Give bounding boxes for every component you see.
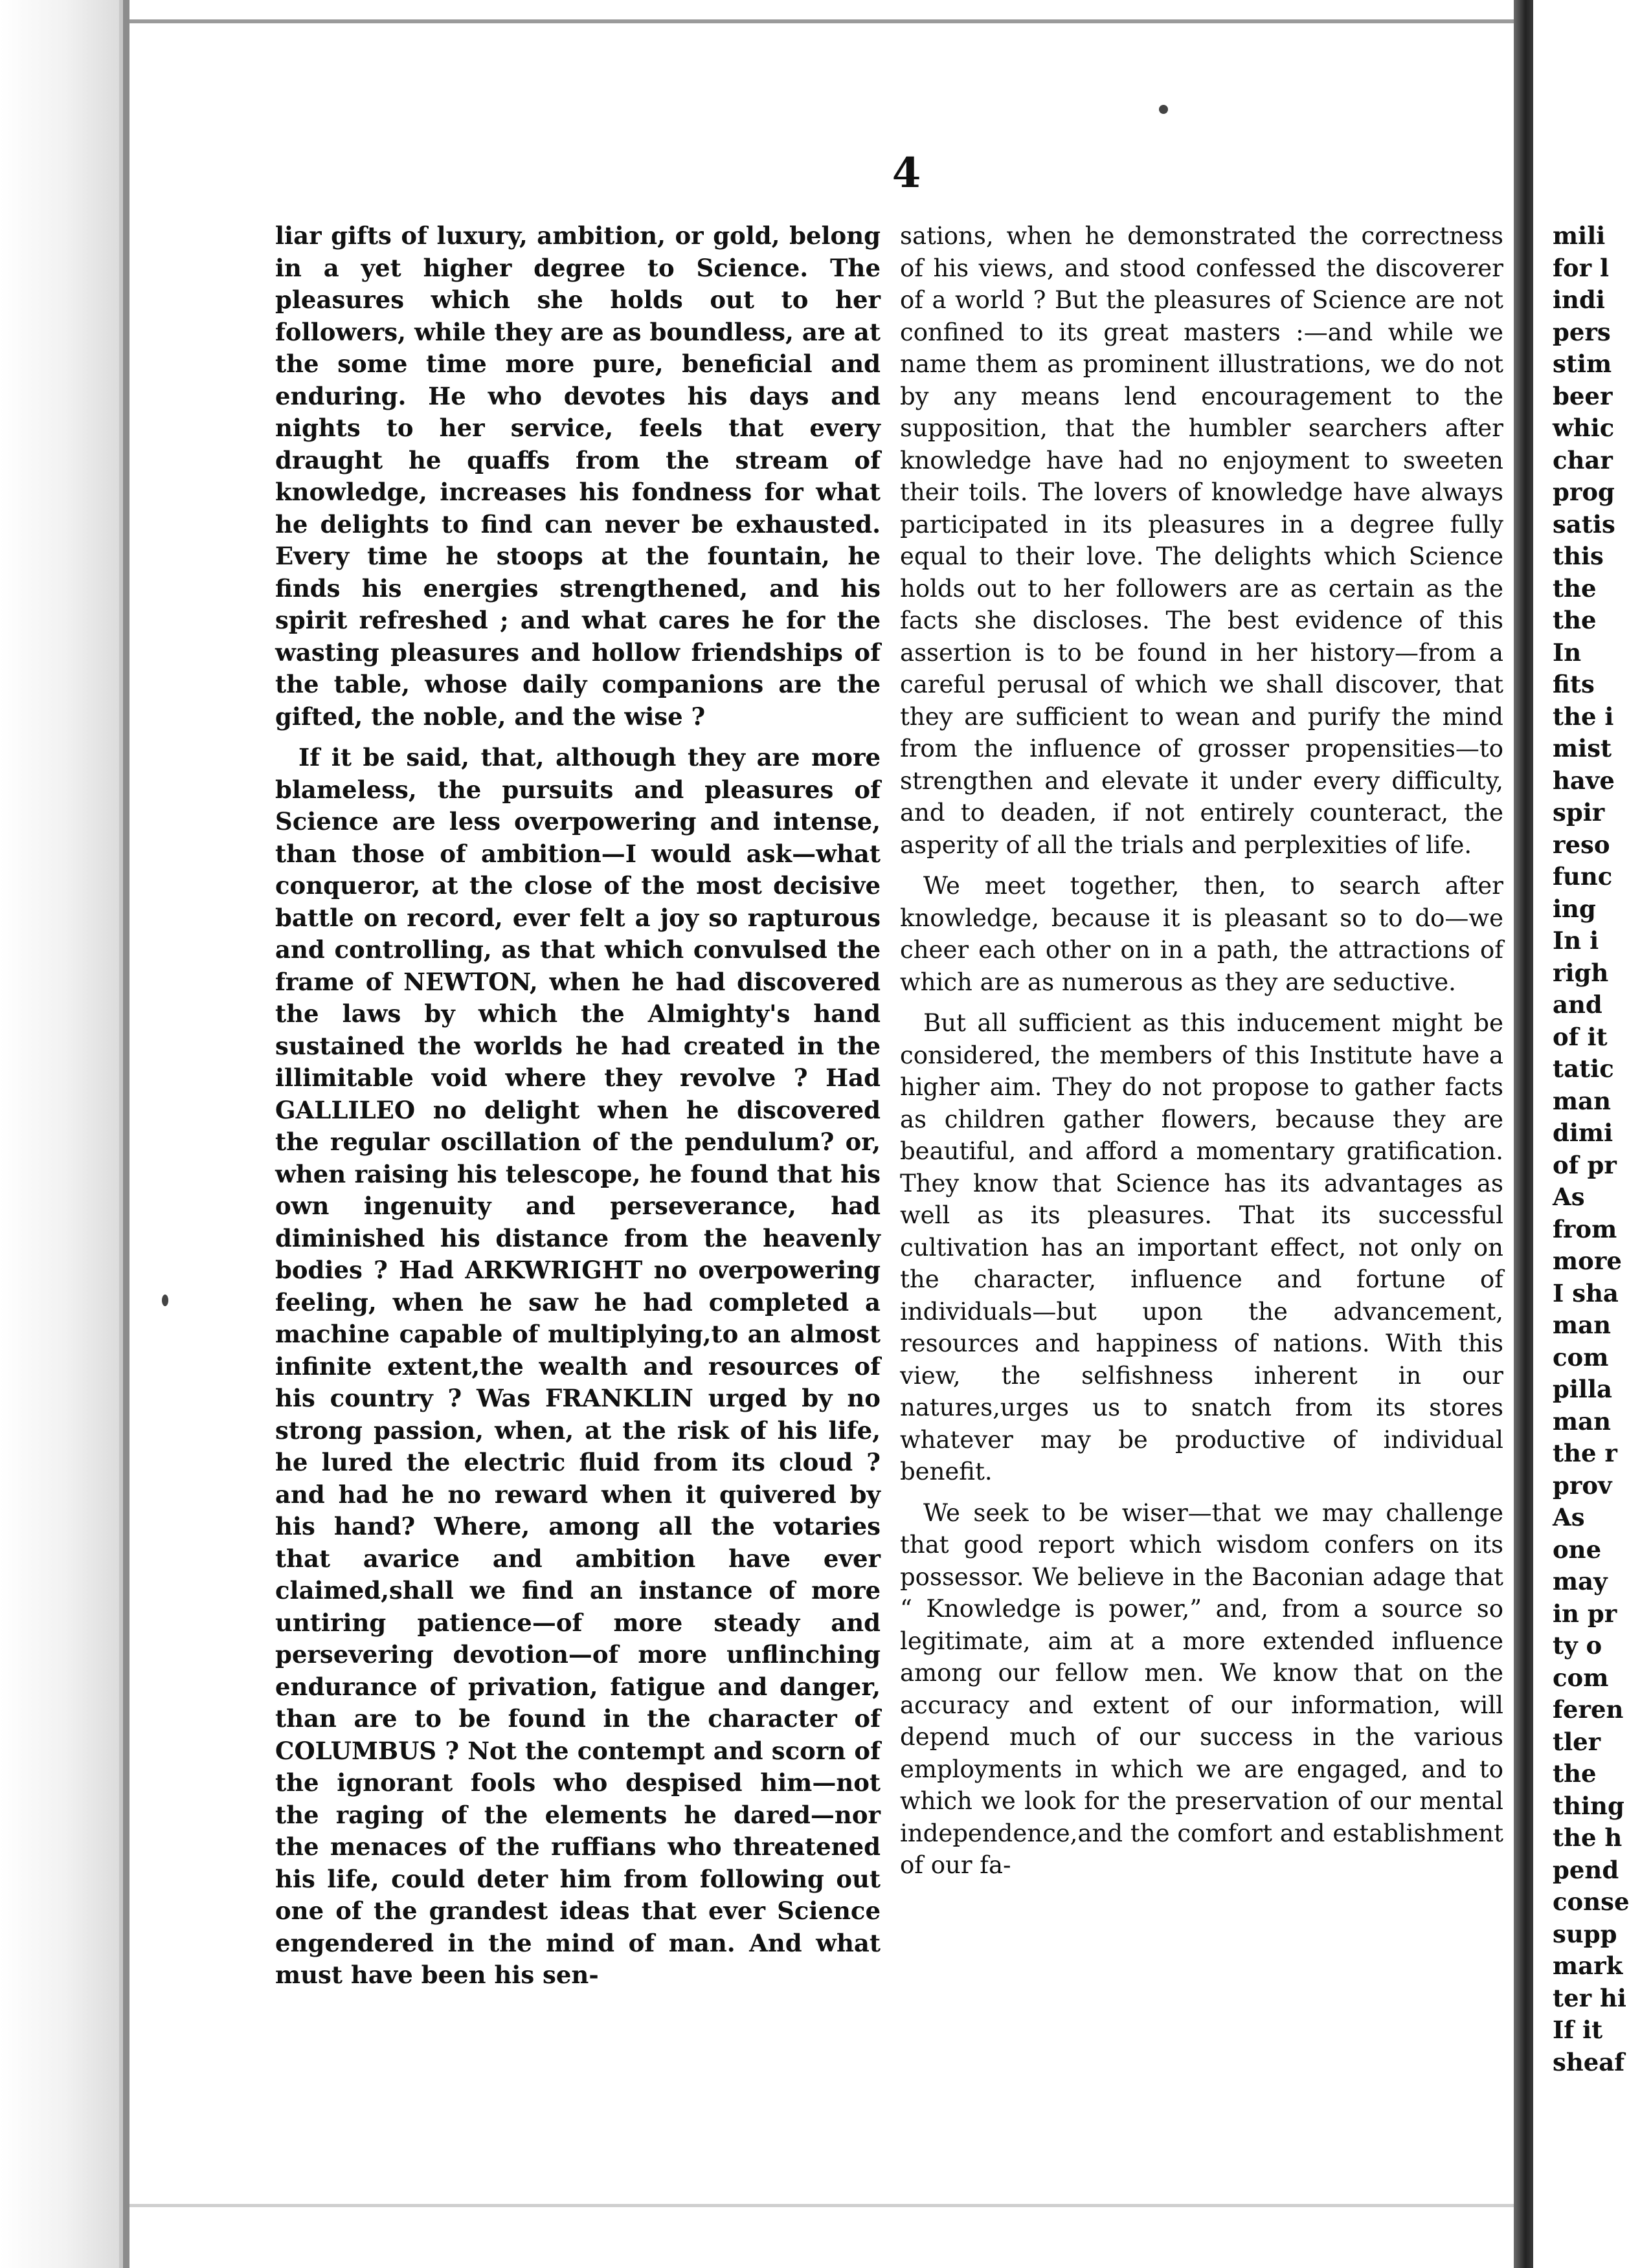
text-fragment: reso bbox=[1553, 830, 1610, 859]
text-fragment: tatic bbox=[1553, 1054, 1614, 1083]
bottom-border-line bbox=[129, 2204, 1515, 2207]
text-fragment: the bbox=[1553, 606, 1597, 634]
text-fragment: man bbox=[1553, 1406, 1612, 1436]
ink-speck bbox=[1159, 105, 1168, 114]
text-fragment: mist bbox=[1553, 734, 1612, 762]
text-fragment: the r bbox=[1553, 1439, 1617, 1467]
text-fragment: this bbox=[1553, 542, 1604, 570]
text-fragment: of it bbox=[1553, 1022, 1608, 1051]
paragraph: If it be said, that, although they are more blameless, the pursuits and pleasures of Science are less overpowering and intense, than those of ambition—I would ask—what conqueror, at the close of the most decisive battle on record, ever felt a joy so rapturous and controlling, as that which convulsed the frame of NEWTON, when he had discovered the laws by which the Almighty's hand sustained the worlds he had created in the illimitable void where they revolve ? Had GALLILEO no delight when he discovered the regular oscillation of the pendulum? or, when raising his telescope, he found that his own ingenuity and perseverance, had diminished his distance from the heavenly bodies ? Had ARKWRIGHT no overpowering feeling, when he saw he had completed a machine capable of multiplying,to an almost infinite extent,the wealth and resources of his country ? Was FRANKLIN urged by no strong passion, when, at the risk of his life, he lured the electric fluid from its cloud ? and had he no reward when it quivered by his hand? Where, among all the votaries that avarice and ambition have ever claimed,shall we find an instance of more untiring patience—of more steady and persevering devotion—of more unflinching endurance of privation, fatigue and danger, than are to be found in the character of COLUMBUS ? Not the contempt and scorn of the ignorant fools who despised him—not the raging of the elements he dared—nor the menaces of the ruffians who threatened his life, could deter him from following out one of the grandest ideas that ever Science engendered in the mind of man. And what must have been his sen- bbox=[275, 743, 881, 1989]
text-fragment: pers bbox=[1553, 317, 1611, 346]
text-fragment: char bbox=[1553, 445, 1613, 474]
text-fragment: one bbox=[1553, 1535, 1602, 1564]
text-fragment: pend bbox=[1553, 1855, 1619, 1884]
text-fragment: conse bbox=[1553, 1887, 1629, 1916]
text-fragment: have bbox=[1553, 766, 1615, 795]
text-fragment: In bbox=[1553, 638, 1582, 667]
text-fragment: the h bbox=[1553, 1823, 1623, 1852]
text-fragment: In i bbox=[1553, 926, 1599, 955]
text-fragment: may bbox=[1553, 1567, 1608, 1595]
text-fragment: man bbox=[1553, 1311, 1612, 1339]
text-fragment: pilla bbox=[1553, 1375, 1613, 1403]
text-fragment: and bbox=[1553, 990, 1602, 1019]
text-fragment: man bbox=[1553, 1086, 1612, 1115]
text-column-left bbox=[275, 220, 881, 2168]
text-fragment: mili bbox=[1553, 221, 1606, 250]
text-fragment: the i bbox=[1553, 702, 1614, 731]
paragraph: sations, when he demonstrated the correctness of his views, and stood confessed the discoverer of a world ? But the pleasures of Science are not confined to its great masters :—and while we name them as prominent illustrations, we do not by any means lend encouragement to the supposition, that the humbler searchers after knowledge have had no enjoyment to sweeten their toils. The lovers of knowledge have always participated in its pleasures in a degree fully equal to their love. The delights which Science holds out to her followers are as certain as the facts she discloses. The best evidence of this assertion is to be found in her history—from a careful perusal of which we shall discover, that they are sufficient to wean and purify the mind from the influence of grosser propensities—to strengthen and elevate it under every difficulty, and to deaden, if not entirely counteract, the asperity of all the trials and perplexities of life. bbox=[900, 222, 1503, 859]
text-fragment: dimi bbox=[1553, 1118, 1613, 1147]
paragraph: liar gifts of luxury, ambition, or gold, belong in a yet higher degree to Science. The pleasures which she holds out to her followers, while they are as boundless, are at the some time more pure, beneficial and enduring. He who devotes his days and nights to her service, feels that every draught he quaffs from the stream of knowledge, increases his fondness for what he delights to find can never be exhausted. Every time he stoops at the fountain, he finds his energies strengthened, and his spirit refreshed ; and what cares he for the wasting pleasures and hollow friendships of the table, whose daily companions are the gifted, the noble, and the wise ? bbox=[275, 221, 881, 731]
text-fragment: feren bbox=[1553, 1695, 1624, 1724]
text-fragment: supp bbox=[1553, 1919, 1617, 1948]
text-fragment: func bbox=[1553, 862, 1613, 891]
paragraph: We meet together, then, to search after knowledge, because it is pleasant so to do—we cheer each other on in a path, the attractions of which are as numerous as they are seductive. bbox=[900, 872, 1503, 996]
text-fragment: from bbox=[1553, 1214, 1617, 1243]
text-fragment: mark bbox=[1553, 1951, 1623, 1980]
paragraph: But all sufficient as this inducement might be considered, the members of this Institute have a higher aim. They do not propose to gather facts as children gather flowers, because they are beautiful, and afford a momentary gratification. They know that Science has its advantages as well as its pleasures. That its successful cultivation has an important effect, not only on the character, influence and fortune of individuals—but upon the advancement, resources and happiness of nations. With this view, the selfishness inherent in our natures,urges us to snatch from its stores whatever may be productive of individual benefit. bbox=[900, 1009, 1503, 1485]
top-border-line bbox=[129, 19, 1515, 23]
text-fragment: com bbox=[1553, 1663, 1609, 1692]
text-fragment: thing bbox=[1553, 1791, 1624, 1820]
text-fragment: indi bbox=[1553, 285, 1605, 314]
text-fragment: As bbox=[1553, 1503, 1585, 1531]
text-fragment: the bbox=[1553, 573, 1597, 603]
text-fragment: prog bbox=[1553, 478, 1615, 506]
text-fragment: sheaf bbox=[1553, 2047, 1625, 2076]
page-number: 4 bbox=[892, 149, 921, 197]
text-fragment: more bbox=[1553, 1247, 1622, 1275]
text-fragment: stim bbox=[1553, 350, 1612, 378]
book-gutter bbox=[1514, 0, 1533, 2268]
text-fragment: spir bbox=[1553, 798, 1605, 827]
text-fragment: tler bbox=[1553, 1727, 1601, 1756]
text-fragment: prov bbox=[1553, 1471, 1612, 1500]
text-fragment: for l bbox=[1553, 253, 1610, 282]
text-fragment: righ bbox=[1553, 958, 1609, 987]
text-fragment: the bbox=[1553, 1759, 1597, 1788]
text-fragment: in pr bbox=[1553, 1599, 1617, 1628]
text-fragment: ing bbox=[1553, 894, 1596, 923]
paragraph: We seek to be wiser—that we may challenge that good report which wisdom confers on its possessor. We believe in the Baconian adage that “ Knowledge is power,” and, from a source so legitimate, aim at a more extended influence among our fellow men. We know that on the accuracy and extent of our information, will depend much of our success in the various employments in which we are engaged, and to which we look for the preservation of our mental independence,and the comfort and establishment of our fa- bbox=[900, 1498, 1503, 1879]
text-fragment: beer bbox=[1553, 381, 1613, 410]
text-fragment: As bbox=[1553, 1183, 1585, 1211]
text-fragment: ty o bbox=[1553, 1631, 1602, 1660]
text-fragment: com bbox=[1553, 1342, 1609, 1372]
text-fragment: whic bbox=[1553, 414, 1615, 442]
text-fragment: If it bbox=[1553, 2016, 1603, 2044]
text-fragment: of pr bbox=[1553, 1150, 1617, 1179]
text-fragment: satis bbox=[1553, 509, 1615, 539]
text-fragment: fits bbox=[1553, 670, 1595, 698]
text-column-middle bbox=[900, 220, 1503, 2168]
text-column-right-cropped bbox=[1553, 220, 1629, 2168]
ink-speck bbox=[162, 1295, 168, 1306]
text-fragment: ter hi bbox=[1553, 1983, 1626, 2012]
text-fragment: I sha bbox=[1553, 1278, 1619, 1307]
